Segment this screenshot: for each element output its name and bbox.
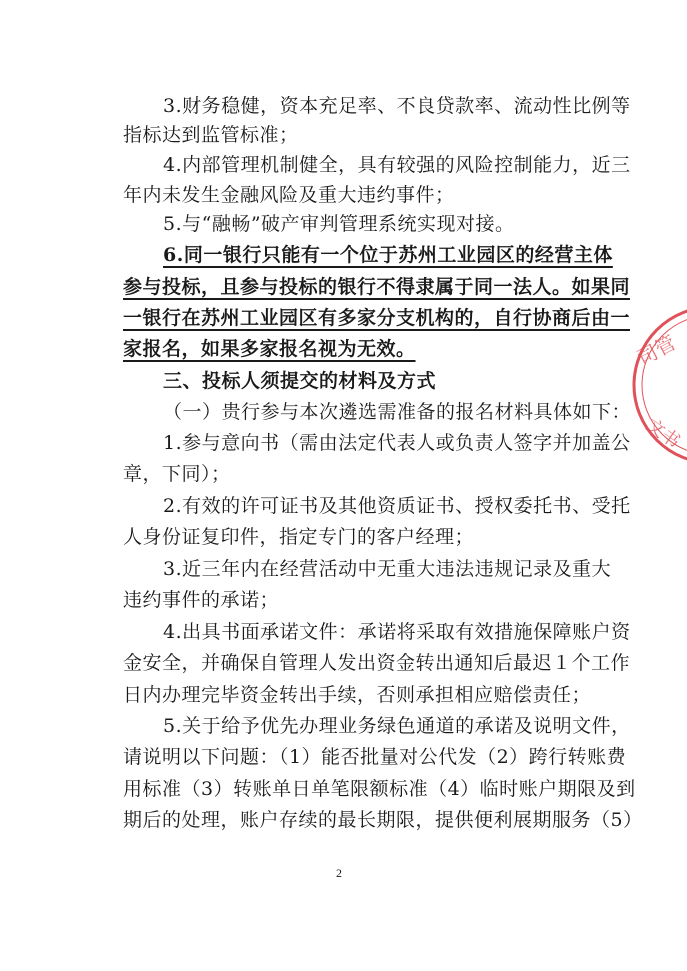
emphasized-text-line: 一银行在苏州工业园区有多家分支机构的，自行协商后由一 — [123, 307, 631, 329]
text-line: 年内未发生金融风险及重大违约事件； — [123, 184, 455, 206]
text-line: 4.出具书面承诺文件：承诺将采取有效措施保障账户资 — [163, 621, 631, 643]
section-heading: 三、投标人须提交的材料及方式 — [163, 370, 437, 392]
text-line: 用标准（3）转账单日单笔限额标准（4）临时账户期限及到 — [123, 778, 636, 800]
emphasized-text-line: 家报名，如果多家报名视为无效。 — [123, 338, 416, 360]
page-number: 2 — [336, 866, 342, 880]
text-line: 3.财务稳健，资本充足率、不良贷款率、流动性比例等 — [163, 95, 631, 117]
text-line: 5.与“融畅”破产审判管理系统实现对接。 — [163, 213, 515, 235]
text-line: 指标达到监管标准； — [123, 124, 299, 146]
text-line: 1.参与意向书（需由法定代表人或负责人签字并加盖公 — [163, 432, 631, 454]
seal-icon — [632, 300, 687, 470]
text-line: 5.关于给予优先办理业务绿色通道的承诺及说明文件， — [163, 715, 631, 737]
text-line: 3.近三年内在经营活动中无重大违法违规记录及重大 — [163, 558, 612, 580]
text-line: 日内办理完毕资金转出手续，否则承担相应赔偿责任； — [123, 684, 592, 706]
emphasized-text-line: 6.同一银行只能有一个位于苏州工业园区的经营主体 — [163, 244, 613, 266]
seal-text: 司管 — [633, 330, 680, 371]
text-line: （一）贵行参与本次遴选需准备的报名材料具体如下： — [163, 401, 632, 423]
text-line: 2.有效的许可证书及其他资质证书、授权委托书、受托 — [163, 495, 631, 517]
text-line: 4.内部管理机制健全，具有较强的风险控制能力，近三 — [163, 154, 631, 176]
text-line: 金安全，并确保自管理人发出资金转出通知后最迟１个工作 — [123, 652, 631, 674]
text-line: 请说明以下问题：（1）能否批量对公代发（2）跨行转账费 — [123, 746, 627, 768]
text-line: 期后的处理，账户存续的最长期限，提供便利展期服务（5） — [123, 809, 643, 831]
red-seal-stamp — [632, 300, 687, 470]
seal-text: 文书 — [642, 414, 684, 453]
text-line: 人身份证复印件，指定专门的客户经理； — [123, 526, 475, 548]
text-line: 章，下同）； — [123, 463, 231, 485]
emphasized-text-line: 参与投标，且参与投标的银行不得隶属于同一法人。如果同 — [123, 276, 631, 298]
text-line: 违约事件的承诺； — [123, 589, 280, 611]
